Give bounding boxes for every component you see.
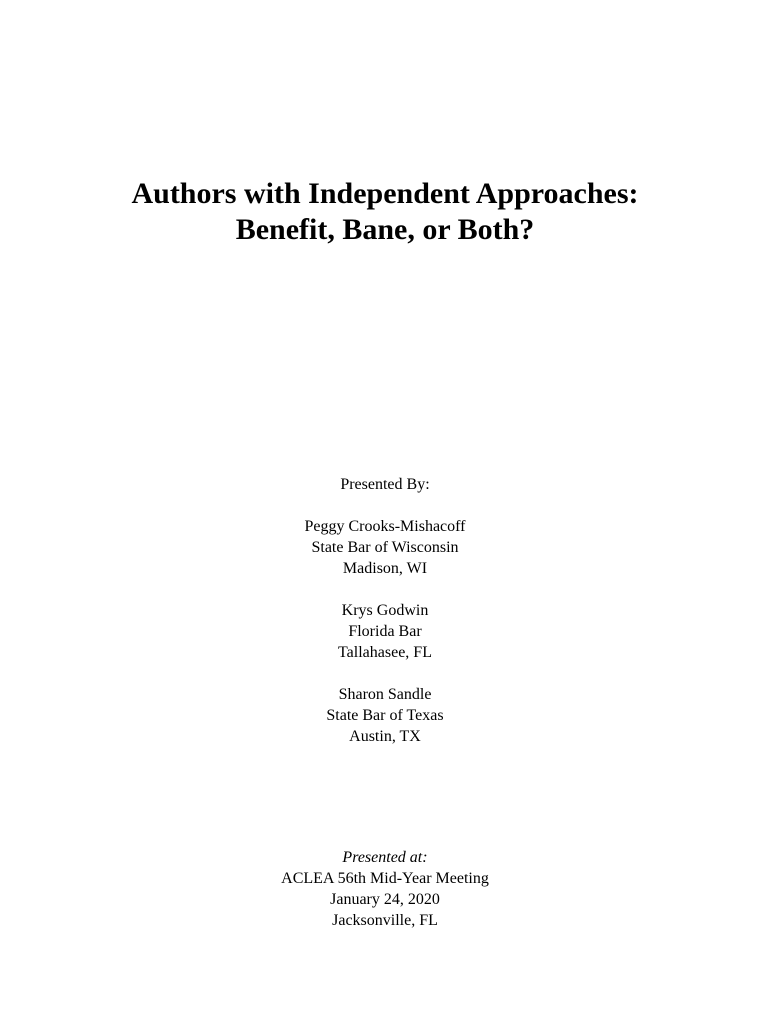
document-title <box>0 176 770 248</box>
presenter-name: Krys Godwin <box>341 602 429 619</box>
event-location: Jacksonville, FL <box>332 912 438 929</box>
presenter-org: State Bar of Texas <box>326 707 444 724</box>
event-date: January 24, 2020 <box>330 891 440 908</box>
presented-by-label: Presented By: <box>340 476 430 493</box>
presented-at-section <box>0 847 770 931</box>
presenter-block <box>0 600 770 663</box>
presenter-block <box>0 684 770 747</box>
title-line-1: Authors with Independent Approaches: <box>131 177 639 210</box>
presenter-org: Florida Bar <box>348 623 422 640</box>
presenter-org: State Bar of Wisconsin <box>311 539 459 556</box>
presenter-location: Madison, WI <box>342 560 428 577</box>
presenter-block <box>0 516 770 579</box>
presented-at-label: Presented at: <box>342 849 428 866</box>
title-line-2: Benefit, Bane, or Both? <box>235 213 535 246</box>
presenter-location: Tallahasee, FL <box>338 644 432 661</box>
event-name: ACLEA 56th Mid-Year Meeting <box>281 870 489 887</box>
presenter-name: Sharon Sandle <box>338 686 432 703</box>
presenters-section <box>0 474 770 747</box>
presenter-location: Austin, TX <box>349 728 421 745</box>
presenter-name: Peggy Crooks-Mishacoff <box>304 518 466 535</box>
